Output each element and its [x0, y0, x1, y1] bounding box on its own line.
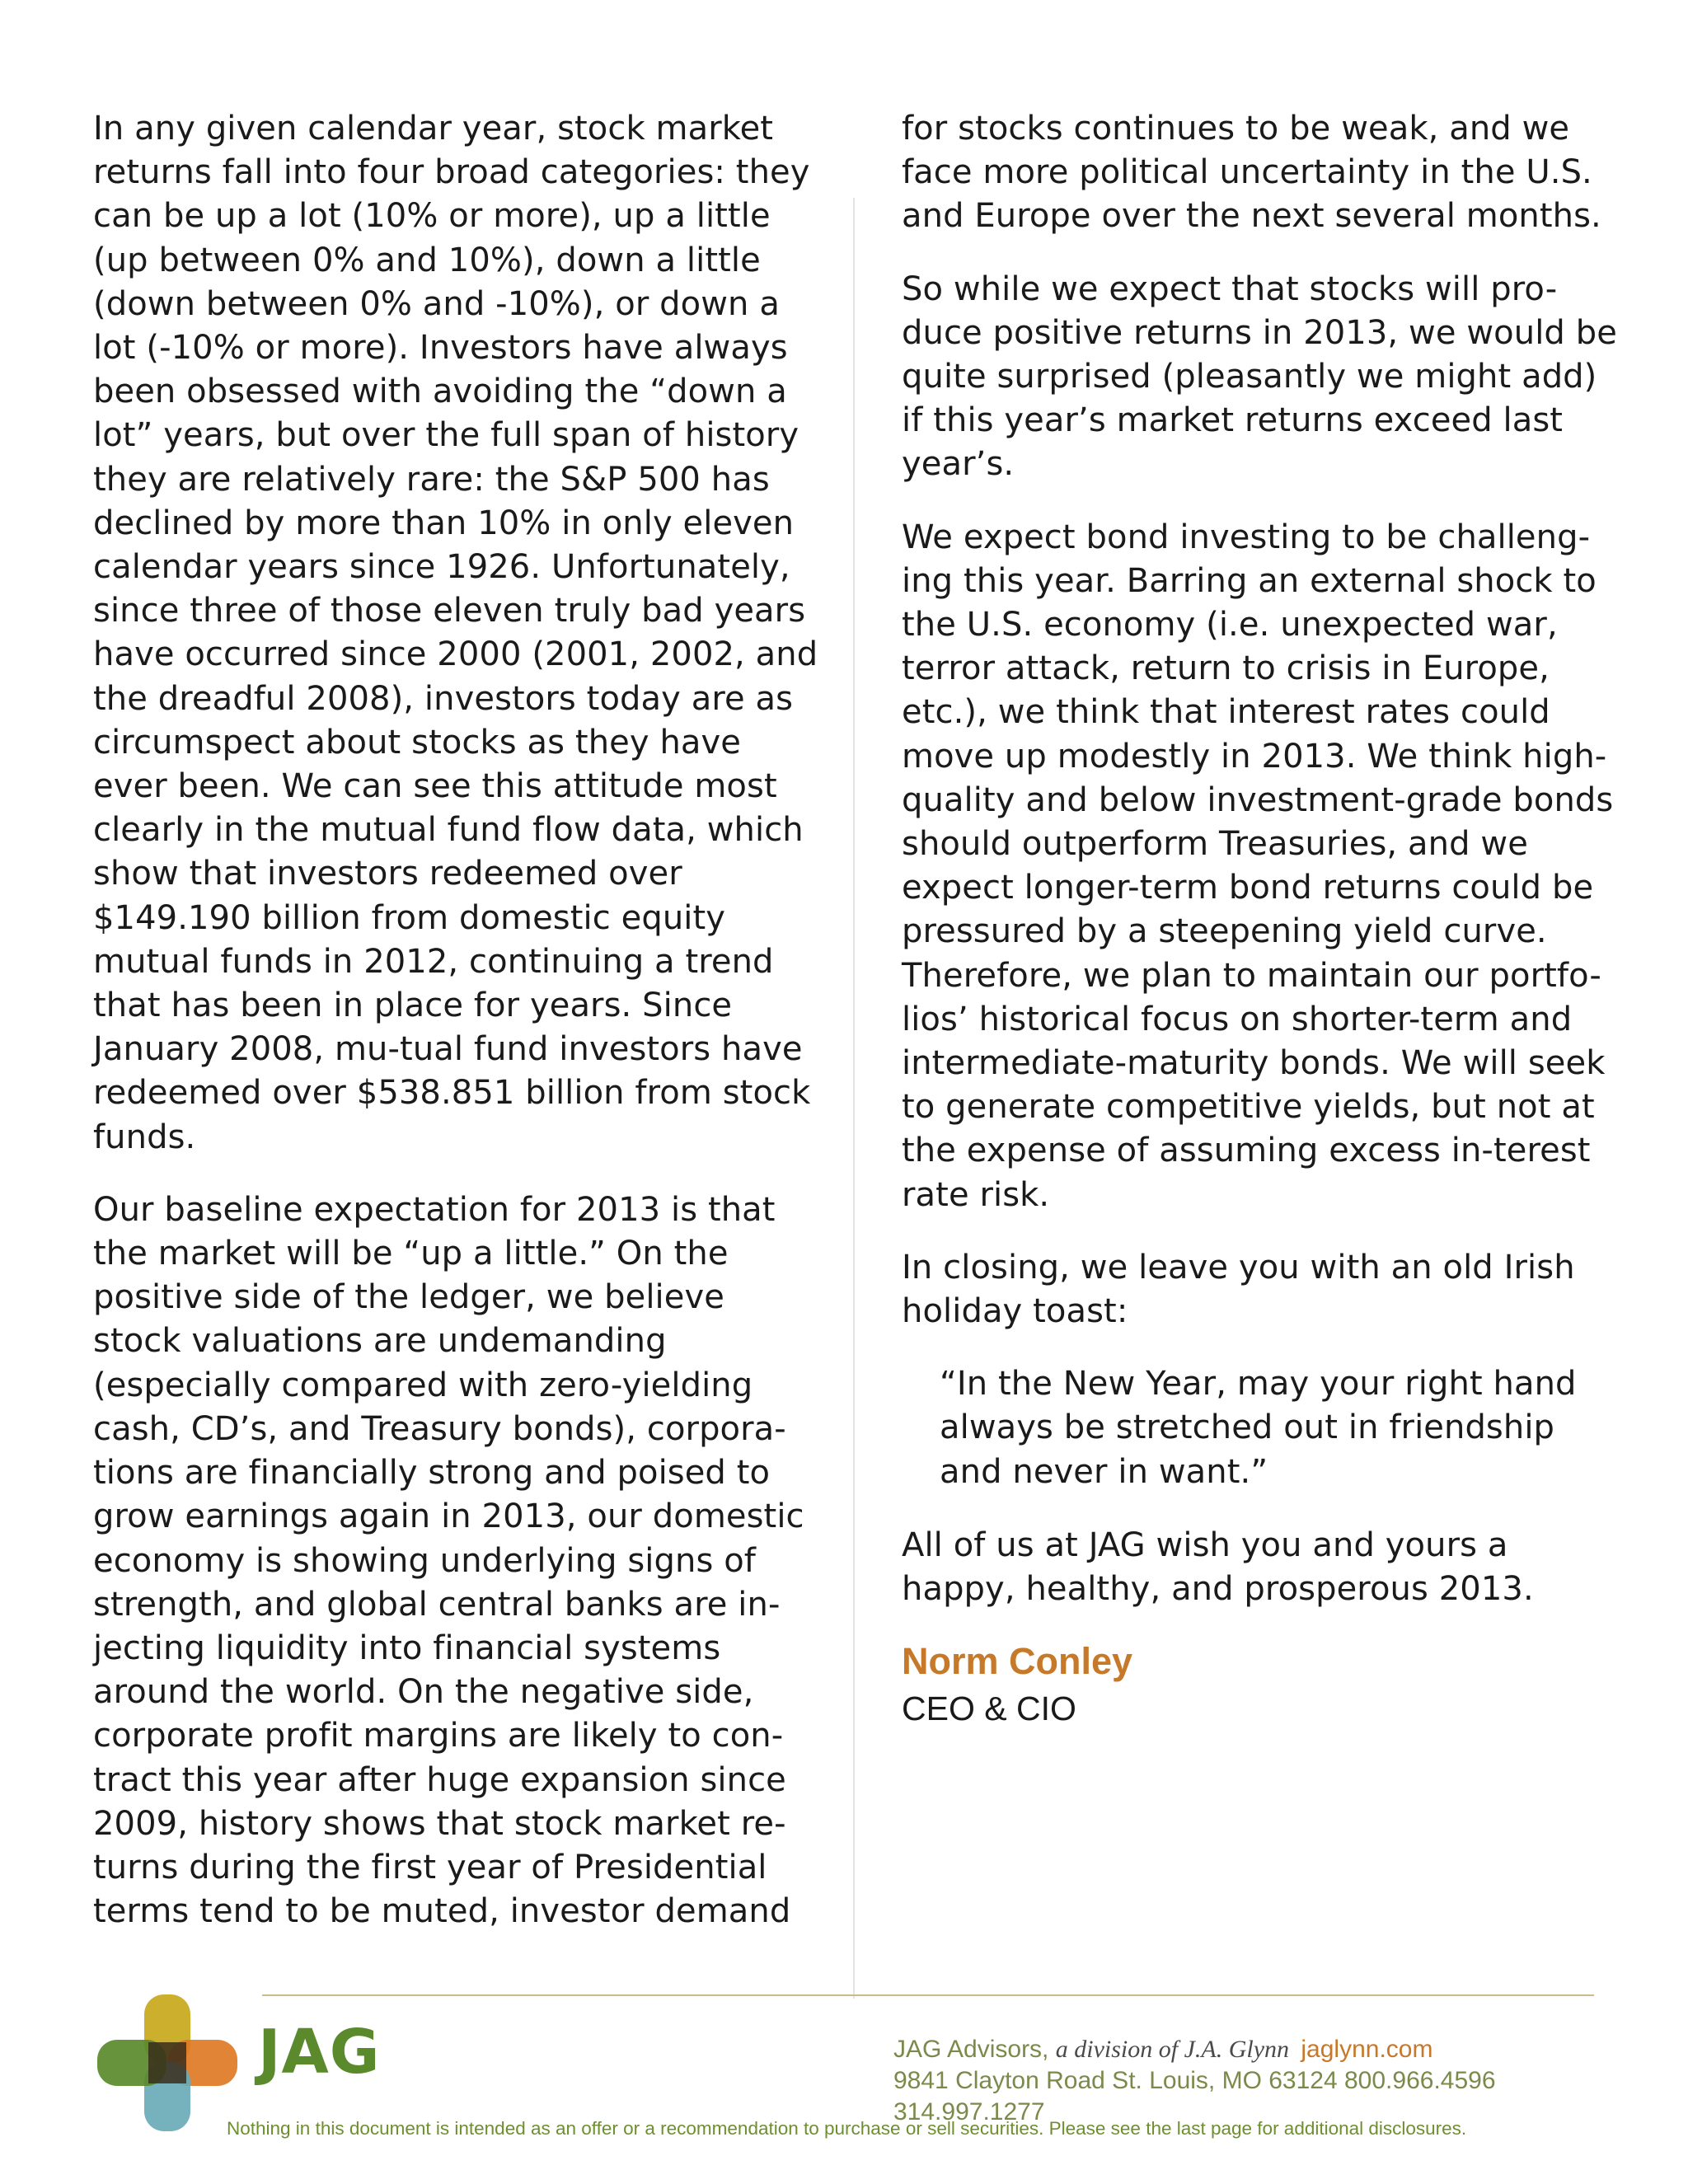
- body-paragraph: In closing, we leave you with an old Irish holiday toast:: [902, 1248, 1575, 1331]
- disclaimer-text: Nothing in this document is intended as an offer or a recommendation to purchase or sell securities. Please see the last page for additional disclosures.: [227, 2118, 1467, 2139]
- footer-rule: [262, 1994, 1594, 1996]
- body-paragraph: Our baseline expectation for 2013 is that the market will be “up a little.” On the positive side of the ledger, we believe stock valuations are undemanding (especially compared with zero-yielding cash, CD’s, and Treasury bonds), corpora-tions are financially strong and poised to grow earnings again in 2013, our domestic economy is showing underlying signs of strength, and global central banks are in-jecting liquidity into financial systems around the world. On the negative side, corporate profit margins are likely to con-tract this year after huge expansion since 2009, history shows that stock market re-turns during the first year of Presidential terms tend to be muted, investor demand: [93, 1190, 804, 1931]
- body-paragraph: for stocks continues to be weak, and we face more political uncertainty in the U.S. and Europe over the next several months.: [902, 110, 1601, 236]
- logo-wordmark: JAG: [258, 2017, 381, 2088]
- right-column: [902, 107, 1627, 1732]
- left-column: [93, 107, 818, 1962]
- address-line: 9841 Clayton Road St. Louis, MO 63124 800.966.4596 314.997.1277: [893, 2067, 1496, 2125]
- company-line: [893, 2034, 1635, 2065]
- signature-name: Norm Conley: [902, 1640, 1133, 1683]
- column-divider: [853, 198, 855, 1999]
- body-paragraph: So while we expect that stocks will pro-duce positive returns in 2013, we would be quite surprised (pleasantly we might add) if this year’s market returns exceed last year’s.: [902, 269, 1617, 484]
- footer-contact: [893, 2034, 1635, 2128]
- signature-title: CEO & CIO: [902, 1690, 1076, 1728]
- website-link[interactable]: jaglynn.com: [1301, 2036, 1433, 2063]
- body-paragraph: We expect bond investing to be challeng-ing this year. Barring an external shock to the U.S. economy (i.e. unexpected war, terror attack, return to crisis in Europe, etc.), we think that interest rates could move up modestly in 2013. We think high-quality and below investment-grade bonds should outperform Treasuries, and we expect longer-term bond returns could be pressured by a steepening yield curve. Therefore, we plan to maintain our portfo-lios’ historical focus on shorter-term and intermediate-maturity bonds. We will seek to generate competitive yields, but not at the expense of assuming excess in-terest rate risk.: [902, 518, 1614, 1214]
- body-paragraph: In any given calendar year, stock market returns fall into four broad categories: they can be up a lot (10% or more), up a little (up between 0% and 10%), down a little (down between 0% and -10%), or down a lot (-10% or more). Investors have always been obsessed with avoiding the “down a lot” years, but over the full span of history they are relatively rare: the S&P 500 has declined by more than 10% in only eleven calendar years since 1926. Unfortunately, since three of those eleven truly bad years have occurred since 2000 (2001, 2002, and the dreadful 2008), investors today are as circumspect about stocks as they have ever been. We can see this attitude most clearly in the mutual fund flow data, which show that investors redeemed over $149.190 billion from domestic equity mutual funds in 2012, continuing a trend that has been in place for years. Since January 2008, mu-tual fund investors have redeemed over $538.851 billion from stock funds.: [93, 110, 818, 1156]
- irish-toast-quote: “In the New Year, may your right hand always be stretched out in friendship and never in want.”: [940, 1365, 1577, 1491]
- division-text: a division of J.A. Glynn: [1055, 2036, 1290, 2063]
- closing-paragraph: All of us at JAG wish you and yours a happy, healthy, and prosperous 2013.: [902, 1526, 1534, 1609]
- company-name: JAG Advisors,: [893, 2036, 1049, 2063]
- jag-logo-icon: [97, 1994, 237, 2131]
